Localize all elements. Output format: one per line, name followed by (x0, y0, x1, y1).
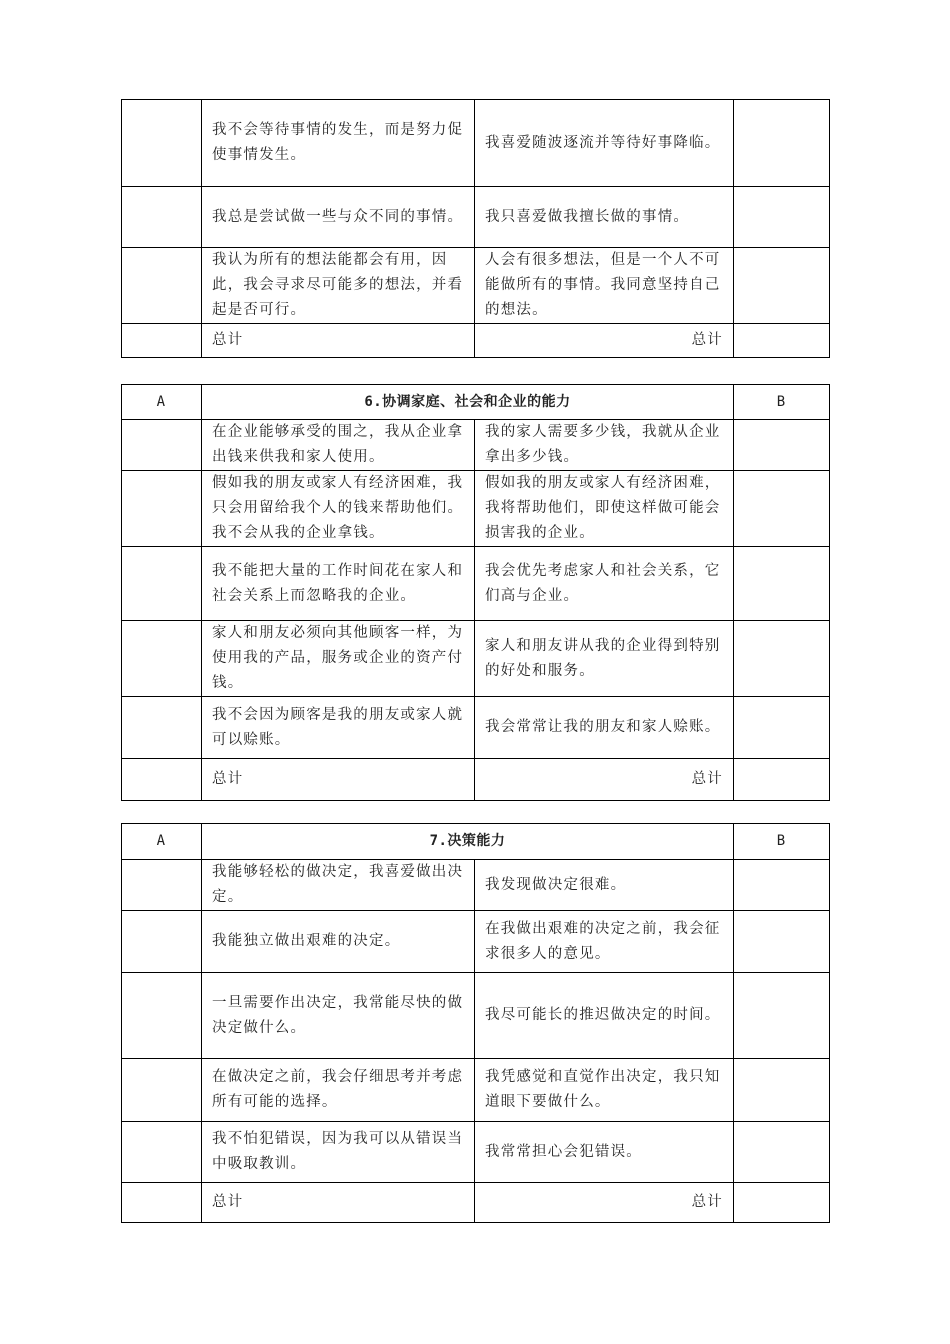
column-a-header: A (122, 824, 202, 860)
total-row (122, 759, 830, 801)
statement-a: 我认为所有的想法能都会有用，因此，我会寻求尽可能多的想法，并看起是否可行。 (202, 248, 475, 324)
header-row (122, 385, 830, 420)
score-a-cell[interactable] (122, 187, 202, 248)
total-row (122, 1183, 830, 1223)
score-a-cell[interactable] (122, 471, 202, 547)
statement-b: 我的家人需要多少钱，我就从企业拿出多少钱。 (475, 420, 734, 471)
score-a-cell[interactable] (122, 1059, 202, 1122)
score-a-cell[interactable] (122, 420, 202, 471)
total-a-cell[interactable] (122, 324, 202, 358)
total-label-b: 总计 (475, 1183, 734, 1223)
score-b-cell[interactable] (734, 547, 830, 621)
score-a-cell[interactable] (122, 860, 202, 911)
table-row (122, 973, 830, 1059)
questionnaire-table-decision-making (121, 823, 830, 1223)
statement-b: 我会常常让我的朋友和家人赊账。 (475, 697, 734, 759)
score-b-cell[interactable] (734, 100, 830, 187)
table-row (122, 911, 830, 973)
score-b-cell[interactable] (734, 1059, 830, 1122)
score-b-cell[interactable] (734, 420, 830, 471)
statement-a: 我总是尝试做一些与众不同的事情。 (202, 187, 475, 248)
statement-b: 我凭感觉和直觉作出决定，我只知道眼下要做什么。 (475, 1059, 734, 1122)
table-row (122, 1059, 830, 1122)
score-a-cell[interactable] (122, 1122, 202, 1183)
statement-b: 我常常担心会犯错误。 (475, 1122, 734, 1183)
total-b-cell[interactable] (734, 1183, 830, 1223)
score-b-cell[interactable] (734, 187, 830, 248)
statement-a: 在做决定之前，我会仔细思考并考虑所有可能的选择。 (202, 1059, 475, 1122)
table-row (122, 547, 830, 621)
total-b-cell[interactable] (734, 759, 830, 801)
statement-a: 我不会因为顾客是我的朋友或家人就可以赊账。 (202, 697, 475, 759)
score-b-cell[interactable] (734, 248, 830, 324)
score-a-cell[interactable] (122, 248, 202, 324)
total-label-a: 总计 (202, 324, 475, 358)
statement-a: 我不能把大量的工作时间花在家人和社会关系上而忽略我的企业。 (202, 547, 475, 621)
questionnaire-table-family-balance (121, 384, 830, 801)
total-b-cell[interactable] (734, 324, 830, 358)
score-b-cell[interactable] (734, 911, 830, 973)
score-a-cell[interactable] (122, 100, 202, 187)
statement-a: 家人和朋友必须向其他顾客一样，为使用我的产品，服务或企业的资产付钱。 (202, 621, 475, 697)
total-label-a: 总计 (202, 759, 475, 801)
total-label-a: 总计 (202, 1183, 475, 1223)
score-b-cell[interactable] (734, 1122, 830, 1183)
score-b-cell[interactable] (734, 471, 830, 547)
table-row (122, 697, 830, 759)
statement-b: 假如我的朋友或家人有经济困难，我将帮助他们，即使这样做可能会损害我的企业。 (475, 471, 734, 547)
score-a-cell[interactable] (122, 621, 202, 697)
total-a-cell[interactable] (122, 759, 202, 801)
table-row (122, 860, 830, 911)
table-row (122, 471, 830, 547)
statement-a: 假如我的朋友或家人有经济困难，我只会用留给我个人的钱来帮助他们。我不会从我的企业拿钱。 (202, 471, 475, 547)
statement-b: 我尽可能长的推迟做决定的时间。 (475, 973, 734, 1059)
statement-b: 我会优先考虑家人和社会关系，它们高与企业。 (475, 547, 734, 621)
statement-a: 一旦需要作出决定，我常能尽快的做决定做什么。 (202, 973, 475, 1059)
column-a-header: A (122, 385, 202, 420)
score-a-cell[interactable] (122, 973, 202, 1059)
statement-a: 在企业能够承受的围之，我从企业拿出钱来供我和家人使用。 (202, 420, 475, 471)
score-a-cell[interactable] (122, 697, 202, 759)
total-label-b: 总计 (475, 324, 734, 358)
table-row (122, 420, 830, 471)
table-row (122, 248, 830, 324)
header-row (122, 824, 830, 860)
statement-b: 我只喜爱做我擅长做的事情。 (475, 187, 734, 248)
total-a-cell[interactable] (122, 1183, 202, 1223)
total-label-b: 总计 (475, 759, 734, 801)
section-title: 7.决策能力 (202, 824, 734, 860)
statement-b: 家人和朋友讲从我的企业得到特别的好处和服务。 (475, 621, 734, 697)
column-b-header: B (734, 824, 830, 860)
score-b-cell[interactable] (734, 621, 830, 697)
table-row (122, 100, 830, 187)
score-b-cell[interactable] (734, 973, 830, 1059)
score-b-cell[interactable] (734, 860, 830, 911)
statement-a: 我不会等待事情的发生，而是努力促使事情发生。 (202, 100, 475, 187)
statement-a: 我能够轻松的做决定，我喜爱做出决定。 (202, 860, 475, 911)
statement-b: 人会有很多想法，但是一个人不可能做所有的事情。我同意坚持自己的想法。 (475, 248, 734, 324)
statement-b: 我喜爱随波逐流并等待好事降临。 (475, 100, 734, 187)
statement-a: 我不怕犯错误，因为我可以从错误当中吸取教训。 (202, 1122, 475, 1183)
questionnaire-table-continued (121, 99, 830, 358)
score-a-cell[interactable] (122, 547, 202, 621)
statement-b: 在我做出艰难的决定之前，我会征求很多人的意见。 (475, 911, 734, 973)
score-b-cell[interactable] (734, 697, 830, 759)
table-row (122, 187, 830, 248)
column-b-header: B (734, 385, 830, 420)
statement-b: 我发现做决定很难。 (475, 860, 734, 911)
statement-a: 我能独立做出艰难的决定。 (202, 911, 475, 973)
table-row (122, 621, 830, 697)
score-a-cell[interactable] (122, 911, 202, 973)
section-title: 6.协调家庭、社会和企业的能力 (202, 385, 734, 420)
total-row (122, 324, 830, 358)
table-row (122, 1122, 830, 1183)
